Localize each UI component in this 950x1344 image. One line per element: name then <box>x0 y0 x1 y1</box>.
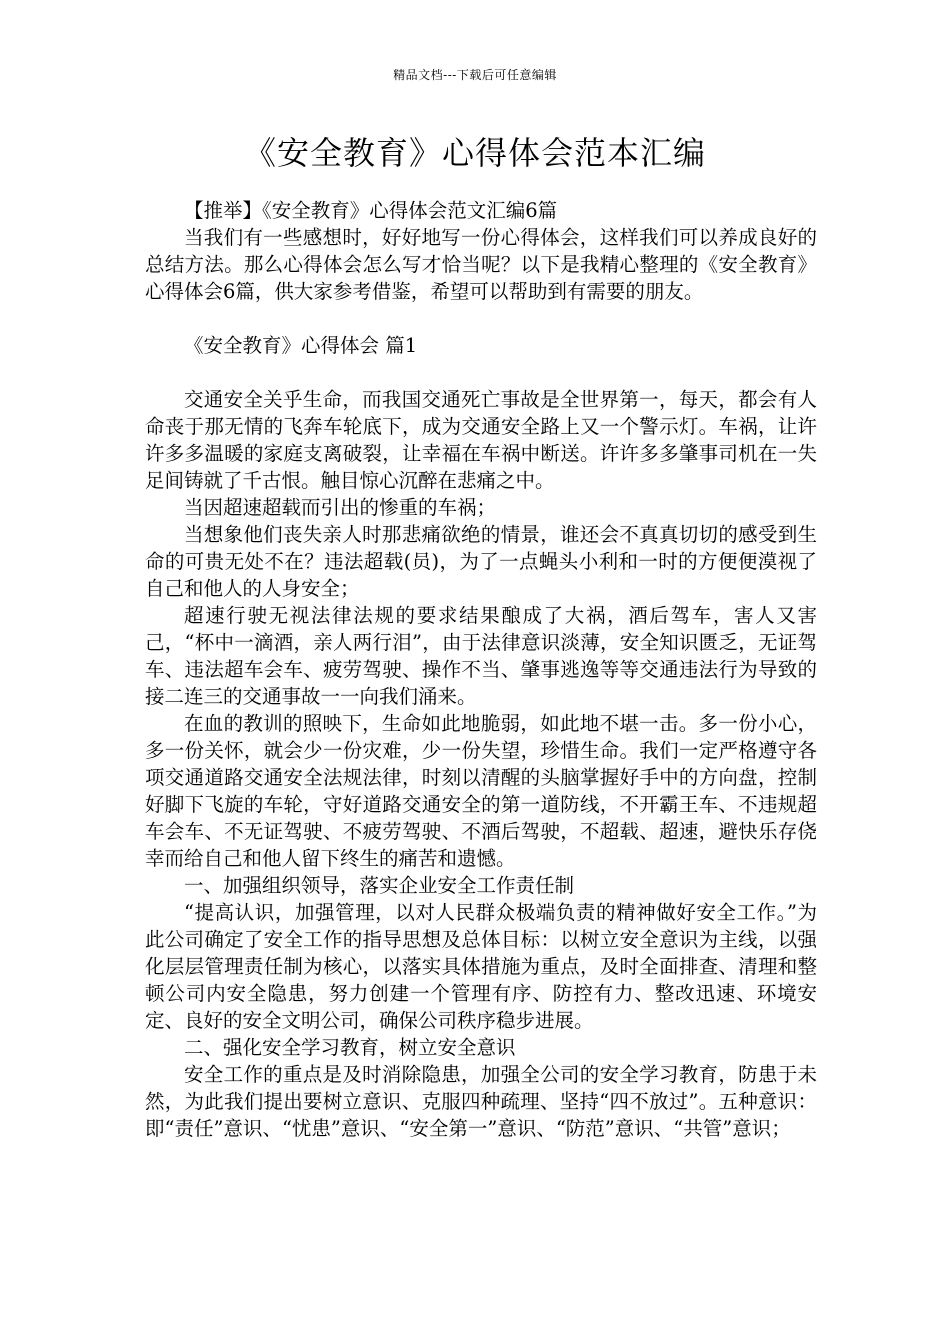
body-paragraph: 超速行驶无视法律法规的要求结果酿成了大祸，酒后驾车，害人又害己，“杯中一滴酒，亲人两行泪”，由于法律意识淡薄，安全知识匮乏，无证驾车、违法超车会车、疲劳驾驶、操作不当、肇事逃逸等等交通违法行为导致的接二连三的交通事故一一向我们涌来。 <box>145 604 817 708</box>
intro-recommendation: 【推举】《安全教育》心得体会范文汇编6篇 <box>184 199 558 222</box>
document-title: 《安全教育》心得体会范本汇编 <box>243 134 706 172</box>
body-paragraph: “提高认识，加强管理，以对人民群众极端负责的精神做好安全工作。”为此公司确定了安全工作的指导思想及总体目标：以树立安全意识为主线，以强化层层管理责任制为核心，以落实具体措施为重点，及时全面排查、清理和整顿公司内安全隐患，努力创建一个管理有序、防控有力、整改迅速、环境安定、良好的安全文明公司，确保公司秩序稳步进展。 <box>145 901 817 1032</box>
body-paragraph: 安全工作的重点是及时消除隐患，加强全公司的安全学习教育，防患于未然，为此我们提出要树立意识、克服四种疏理、坚持“四不放过”。五种意识：即“责任”意识、“忧患”意识、“安全第一”意识、“防范”意识、“共管”意识； <box>145 1063 817 1140</box>
body-paragraph: 当想象他们丧失亲人时那悲痛欲绝的情景，谁还会不真真切切的感受到生命的可贵无处不在？违法超载(员)，为了一点蝇头小利和一时的方便便漠视了自己和他人的人身安全； <box>145 523 817 600</box>
body-paragraph: 当因超速超载而引出的惨重的车祸； <box>184 496 497 519</box>
body-paragraph: 在血的教训的照映下，生命如此地脆弱，如此地不堪一击。多一份小心，多一份关怀，就会少一份灾难，少一份失望，珍惜生命。我们一定严格遵守各项交通道路交通安全法规法律，时刻以清醒的头脑掌握好手中的方向盘，控制好脚下飞旋的车轮，守好道路交通安全的第一道防线，不开霸王车、不违规超车会车、不无证驾驶、不疲劳驾驶、不酒后驾驶，不超载、超速，避快乐存侥幸而给自己和他人留下终生的痛苦和遗憾。 <box>145 712 817 870</box>
subheading: 一、加强组织领导，落实企业安全工作责任制 <box>184 874 575 897</box>
section-heading: 《安全教育》心得体会 篇1 <box>184 334 418 357</box>
subheading: 二、强化安全学习教育，树立安全意识 <box>184 1036 516 1059</box>
intro-paragraph: 当我们有一些感想时，好好地写一份心得体会，这样我们可以养成良好的总结方法。那么心得体会怎么写才恰当呢？以下是我精心整理的《安全教育》心得体会6篇，供大家参考借鉴，希望可以帮助到有需要的朋友。 <box>145 226 817 303</box>
body-paragraph: 交通安全关乎生命，而我国交通死亡事故是全世界第一，每天，都会有人命丧于那无情的飞奔车轮底下，成为交通安全路上又一个警示灯。车祸，让许许多多温暖的家庭支离破裂，让幸福在车祸中断送。许许多多肇事司机在一失足间铸就了千古恨。触目惊心沉醉在悲痛之中。 <box>145 388 817 492</box>
header-note: 精品文档---下载后可任意编辑 <box>393 68 557 82</box>
document-body <box>145 197 817 1142</box>
